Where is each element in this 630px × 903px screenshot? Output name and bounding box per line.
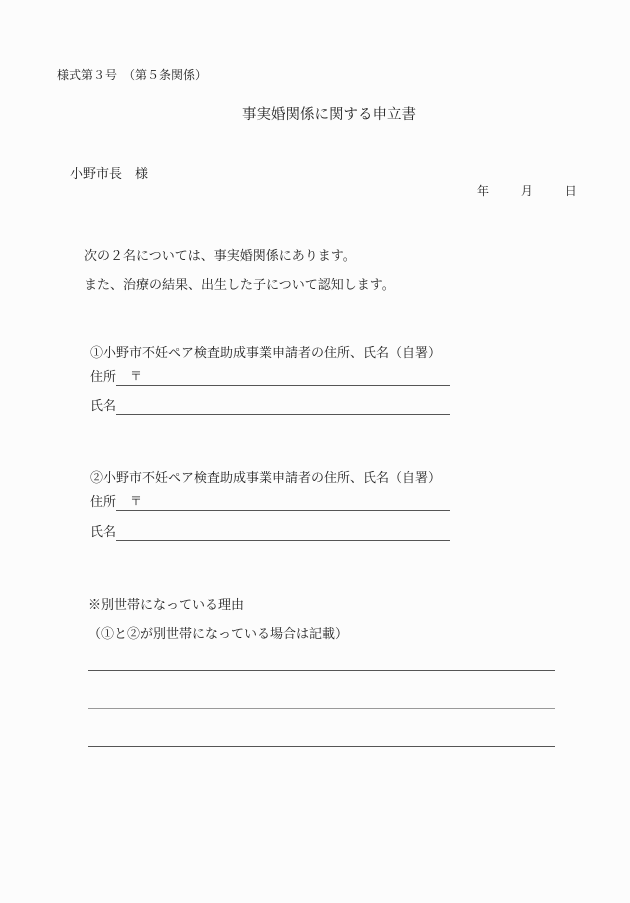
applicant-2-address-field[interactable] <box>90 491 450 511</box>
statement-line-2: また、治療の結果、出生した子について認知します。 <box>84 278 395 293</box>
name-label: 氏名 <box>90 525 117 540</box>
reason-line-3[interactable] <box>88 746 555 747</box>
separate-household-note: （①と②が別世帯になっている場合は記載） <box>88 627 349 642</box>
postal-mark-icon: 〒 <box>130 369 143 383</box>
address-underline <box>116 385 450 386</box>
month-label: 月 <box>520 184 533 198</box>
applicant-1-address-field[interactable] <box>90 366 450 386</box>
address-label: 住所 <box>90 495 117 510</box>
address-label: 住所 <box>90 370 117 385</box>
year-label: 年 <box>477 184 490 198</box>
date-field[interactable] <box>477 182 577 199</box>
reason-line-1[interactable] <box>88 670 555 671</box>
applicant-1-heading: ①小野市不妊ペア検査助成事業申請者の住所、氏名（自署） <box>90 346 442 361</box>
document-title: 事実婚関係に関する申立書 <box>242 107 416 123</box>
applicant-1-name-field[interactable] <box>90 395 450 415</box>
separate-household-heading: ※別世帯になっている理由 <box>88 598 245 613</box>
name-underline <box>116 414 450 415</box>
address-underline <box>116 510 450 511</box>
addressee: 小野市長 様 <box>70 167 149 182</box>
applicant-2-name-field[interactable] <box>90 521 450 541</box>
applicant-2-heading: ②小野市不妊ペア検査助成事業申請者の住所、氏名（自署） <box>90 471 442 486</box>
name-underline <box>116 540 450 541</box>
postal-mark-icon: 〒 <box>130 494 143 508</box>
form-number: 様式第３号 （第５条関係） <box>57 68 208 82</box>
reason-line-2[interactable] <box>88 708 555 709</box>
name-label: 氏名 <box>90 399 117 414</box>
day-label: 日 <box>564 184 577 198</box>
statement-line-1: 次の２名については、事実婚関係にあります。 <box>84 249 356 264</box>
